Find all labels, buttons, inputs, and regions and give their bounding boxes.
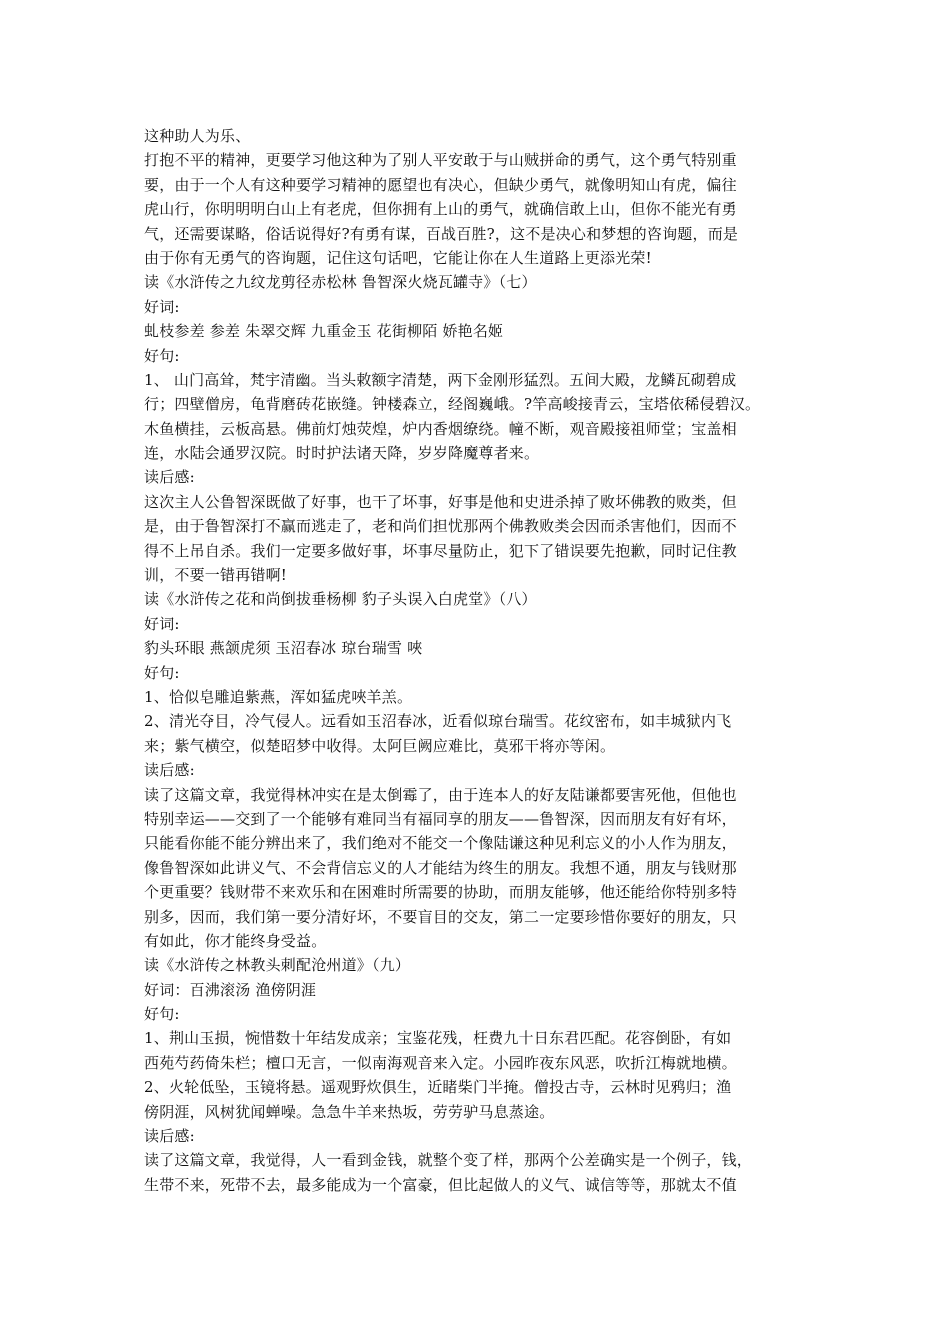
text-line: 读《水浒传之花和尚倒拔垂杨柳 豹子头误入白虎堂》（八） xyxy=(144,590,537,609)
text-line: 连，水陆会通罗汉院。时时护法诸天降，岁岁降魔尊者来。 xyxy=(144,444,540,463)
text-line: 是，由于鲁智深打不赢而逃走了，老和尚们担忧那两个佛教败类会因而杀害他们，因而不 xyxy=(144,517,737,536)
text-line: 气，还需要谋略，俗话说得好?有勇有谋，百战百胜?，这不是决心和梦想的咨询题，而是 xyxy=(144,224,739,243)
text-line: 好句: xyxy=(144,1005,180,1024)
text-line: 生带不来，死带不去，最多能成为一个富豪，但比起做人的义气、诚信等等，那就太不值 xyxy=(144,1175,737,1194)
text-line: 西苑芍药倚朱栏；檀口无言，一似南海观音来入定。小园昨夜东风恶，吹折江梅就地横。 xyxy=(144,1053,737,1072)
text-line: 读后感: xyxy=(144,761,195,780)
text-line: 训，不要一错再错啊! xyxy=(144,566,288,585)
text-line: 由于你有无勇气的咨询题，记住这句话吧，它能让你在人生道路上更添光荣! xyxy=(144,248,652,267)
text-line: 1、 山门高耸，梵宇清幽。当头敕额字清楚，两下金刚形猛烈。五间大殿，龙鳞瓦砌碧成 xyxy=(144,370,737,389)
text-line: 好句: xyxy=(144,663,180,682)
text-line: 得不上吊自杀。我们一定要多做好事，坏事尽量防止，犯下了错误要先抱歉，同时记住教 xyxy=(144,541,737,560)
text-line: 只能看你能不能分辨出来了，我们绝对不能交一个像陆谦这种见利忘义的小人作为朋友， xyxy=(144,834,737,853)
text-line: 好词：百沸滚汤 渔傍阴涯 xyxy=(144,980,317,999)
text-line: 特别幸运——交到了一个能够有难同当有福同享的朋友——鲁智深，因而朋友有好有坏， xyxy=(144,809,737,828)
text-line: 这种助人为乐、 xyxy=(144,127,251,145)
text-line: 好词: xyxy=(144,614,180,633)
text-line: 像鲁智深如此讲义气、不会背信忘义的人才能结为终生的朋友。我想不通，朋友与钱财那 xyxy=(144,858,737,877)
text-line: 读后感: xyxy=(144,468,195,487)
text-line: 1、荆山玉损，惋惜数十年结发成亲；宝鉴花残，枉费九十日东君匹配。花容倒卧，有如 xyxy=(144,1029,732,1048)
text-line: 这次主人公鲁智深既做了好事，也干了坏事，好事是他和史进杀掉了败坏佛教的败类，但 xyxy=(144,492,737,511)
text-line: 木鱼横挂，云板高悬。佛前灯烛荧煌，炉内香烟缭绕。幢不断，观音殿接祖师堂；宝盖相 xyxy=(144,419,737,438)
text-line: 2、火轮低坠，玉镜将悬。遥观野炊俱生，近睹柴门半掩。僧投古寺，云林时见鸦归；渔 xyxy=(144,1078,732,1097)
text-line: 读《水浒传之林教头刺配沧州道》（九） xyxy=(144,956,411,975)
text-line: 虬枝参差 参差 朱翠交辉 九重金玉 花街柳陌 娇艳名姬 xyxy=(144,322,504,341)
text-line: 打抱不平的精神，更要学习他这种为了别人平安敢于与山贼拼命的勇气，这个勇气特别重 xyxy=(144,151,737,170)
text-line: 读了这篇文章，我觉得，人一看到金钱，就整个变了样，那两个公差确实是一个例子，钱， xyxy=(144,1151,753,1170)
text-line: 好句: xyxy=(144,346,180,365)
text-line: 2、清光夺目，冷气侵人。远看如玉沼春冰，近看似琼台瑞雪。花纹密布，如丰城狱内飞 xyxy=(144,712,732,731)
text-line: 读后感: xyxy=(144,1127,195,1146)
text-line: 豹头环眼 燕颔虎须 玉沼春冰 琼台瑞雪 唊 xyxy=(144,639,423,658)
text-line: 傍阴涯，风树犹闻蝉噪。急急牛羊来热坂，劳劳驴马息蒸途。 xyxy=(144,1102,555,1121)
text-line: 要，由于一个人有这种要学习精神的愿望也有决心，但缺少勇气，就像明知山有虎，偏往 xyxy=(144,175,737,194)
text-line: 个更重要？钱财带不来欢乐和在困难时所需要的协助，而朋友能够，他还能给你特别多特 xyxy=(144,883,737,902)
text-line: 虎山行，你明明明白山上有老虎，但你拥有上山的勇气，就确信敢上山，但你不能光有勇 xyxy=(144,200,737,219)
text-line: 读《水浒传之九纹龙剪径赤松林 鲁智深火烧瓦罐寺》（七） xyxy=(144,273,537,292)
document-page xyxy=(144,124,808,1197)
text-line: 1、恰似皂雕追紫燕，浑如猛虎唊羊羔。 xyxy=(144,687,413,706)
text-line: 读了这篇文章，我觉得林冲实在是太倒霉了，由于连本人的好友陆谦都要害死他，但他也 xyxy=(144,785,737,804)
text-line: 好词: xyxy=(144,297,180,316)
text-line: 行；四壁僧房，龟背磨砖花嵌缝。钟楼森立，经阁巍峨。?竿高峻接青云，宝塔依稀侵碧汉。 xyxy=(144,395,761,414)
text-line: 有如此，你才能终身受益。 xyxy=(144,931,327,950)
text-line: 来；紫气横空，似楚昭梦中收得。太阿巨阙应难比，莫邪干将亦等闲。 xyxy=(144,736,616,755)
text-line: 别多，因而，我们第一要分清好坏，不要盲目的交友，第二一定要珍惜你要好的朋友，只 xyxy=(144,907,737,926)
